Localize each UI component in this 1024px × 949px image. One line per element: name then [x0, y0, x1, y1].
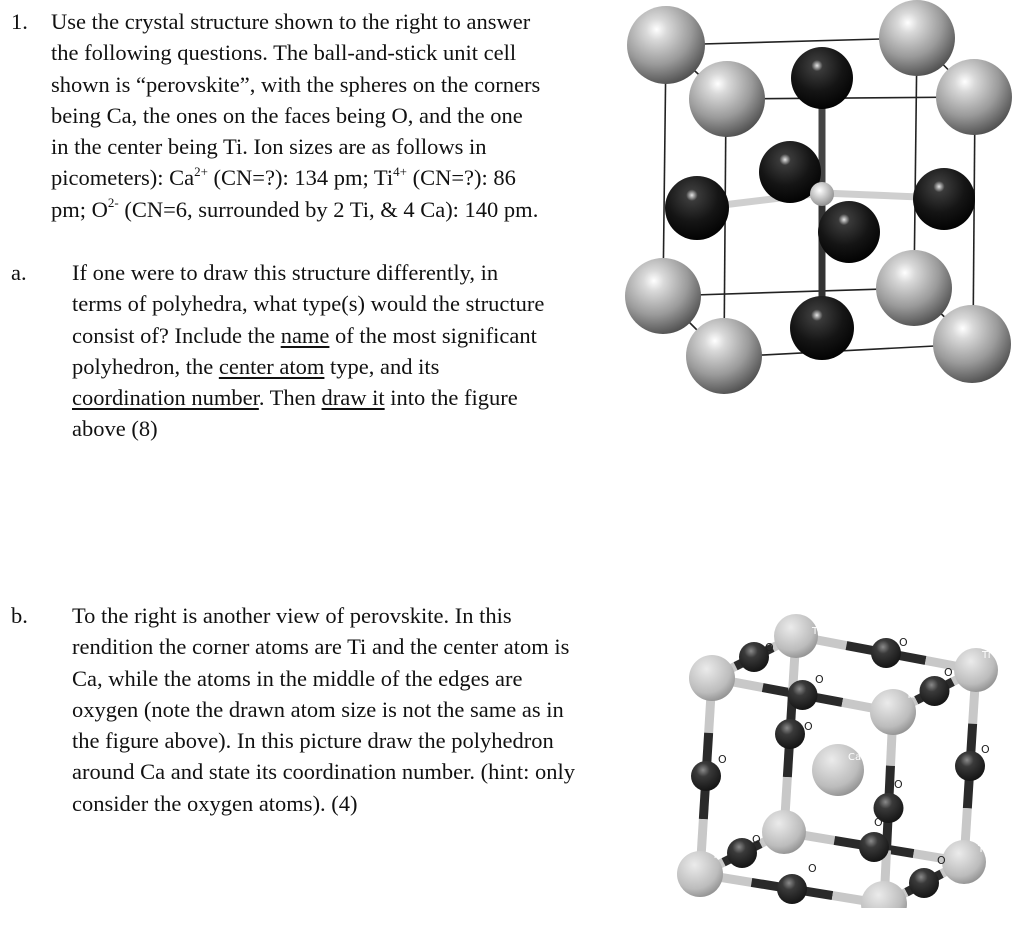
text-line: the following questions. The ball-and-stick unit cell	[51, 40, 517, 66]
o-label: O	[981, 743, 990, 756]
o-label: O	[874, 816, 883, 829]
part-b-text	[72, 600, 575, 819]
o-atom	[920, 676, 950, 706]
part-a-label: a.	[11, 260, 27, 285]
text-line: the figure above). In this picture draw the polyhedron	[72, 728, 554, 754]
superscript-charge: 2-	[107, 195, 119, 211]
part-a-text	[72, 257, 544, 445]
text-line: above (8)	[72, 416, 158, 442]
ca-atom	[689, 61, 765, 137]
o-atom	[790, 296, 854, 360]
o-atom	[691, 761, 721, 791]
text-line: picometers): $Ca^{2+}$ (CN=?): 134 pm; $Ti^{4+}$ (CN=?): 86	[51, 163, 516, 191]
o-atom	[777, 874, 807, 904]
ca-atom	[933, 305, 1011, 383]
ti-atom	[954, 648, 998, 692]
ti-atom	[861, 881, 907, 908]
o-label: O	[944, 666, 953, 679]
ca-atom	[686, 318, 762, 394]
underlined-term: draw it	[321, 385, 385, 411]
ti-atom	[810, 182, 834, 206]
o-atom	[913, 168, 975, 230]
o-label: O	[808, 862, 817, 875]
o-atom	[665, 176, 729, 240]
ti-atom	[762, 810, 806, 854]
perovskite-figure-2	[672, 608, 1017, 908]
o-label: O	[894, 778, 903, 791]
perovskite-figure-1	[615, 0, 1015, 410]
o-atom	[775, 719, 805, 749]
o-label: O	[815, 673, 824, 686]
ca-atom	[936, 59, 1012, 135]
ti-label: Ti	[978, 844, 987, 855]
ca-atom	[879, 0, 955, 76]
question-number: 1.	[11, 9, 28, 34]
text-line: To the right is another view of perovskite. In this	[72, 603, 512, 628]
o-atom	[788, 680, 818, 710]
text-line: consist of? Include the name of the most significant	[72, 322, 537, 348]
text-line: consider the oxygen atoms). (4)	[72, 790, 358, 816]
o-atom	[859, 832, 889, 862]
o-label: O	[804, 720, 813, 733]
underlined-term: coordination number	[72, 385, 259, 411]
text-line: terms of polyhedra, what type(s) would the structure	[72, 291, 545, 317]
underlined-term: name	[280, 322, 330, 348]
superscript-charge: 4+	[393, 163, 407, 179]
o-label: O	[937, 854, 946, 867]
text-line: being Ca, the ones on the faces being O, and the one	[51, 102, 523, 128]
superscript-charge: 2+	[194, 163, 208, 179]
text-line: If one were to draw this structure differently, in	[72, 260, 499, 285]
text-line: shown is “perovskite”, with the spheres on the corners	[51, 71, 541, 97]
o-atom	[909, 868, 939, 898]
ti-label: Ti	[982, 650, 991, 661]
text-line: Ca, while the atoms in the middle of the edges are	[72, 665, 523, 691]
ca-label: Ca	[848, 752, 862, 763]
underlined-term: center atom	[218, 353, 325, 379]
text-line: polyhedron, the center atom type, and its	[72, 353, 440, 379]
text-line: Use the crystal structure shown to the right to answer	[51, 9, 531, 34]
text-line: around Ca and state its coordination number. (hint: only	[72, 759, 576, 785]
ca-atom	[625, 258, 701, 334]
text-line: rendition the corner atoms are Ti and the center atom is	[72, 634, 570, 660]
o-label: O	[899, 636, 908, 649]
ca-atom	[627, 6, 705, 84]
text-line: oxygen (note the drawn atom size is not the same as in	[72, 696, 564, 722]
o-atom	[791, 47, 853, 109]
o-label: O	[765, 641, 774, 654]
text-line: pm; $O^{2-}$ (CN=6, surrounded by 2 Ti, & 4 Ca): 140 pm.	[51, 195, 539, 222]
question-1-text	[51, 6, 540, 225]
o-label: O	[752, 833, 761, 846]
ti-label: Ti	[906, 690, 915, 701]
ti-atom	[689, 655, 735, 701]
part-b-label: b.	[11, 603, 28, 628]
o-label: O	[718, 753, 727, 766]
o-atom	[818, 201, 880, 263]
o-atom	[871, 638, 901, 668]
text-line: coordination number. Then draw it into the figure	[72, 385, 518, 411]
text-line: in the center being Ti. Ion sizes are as follows in	[51, 134, 487, 160]
ca-atom	[876, 250, 952, 326]
ti-label: Ti	[712, 850, 721, 861]
ti-label: Ti	[812, 626, 821, 637]
